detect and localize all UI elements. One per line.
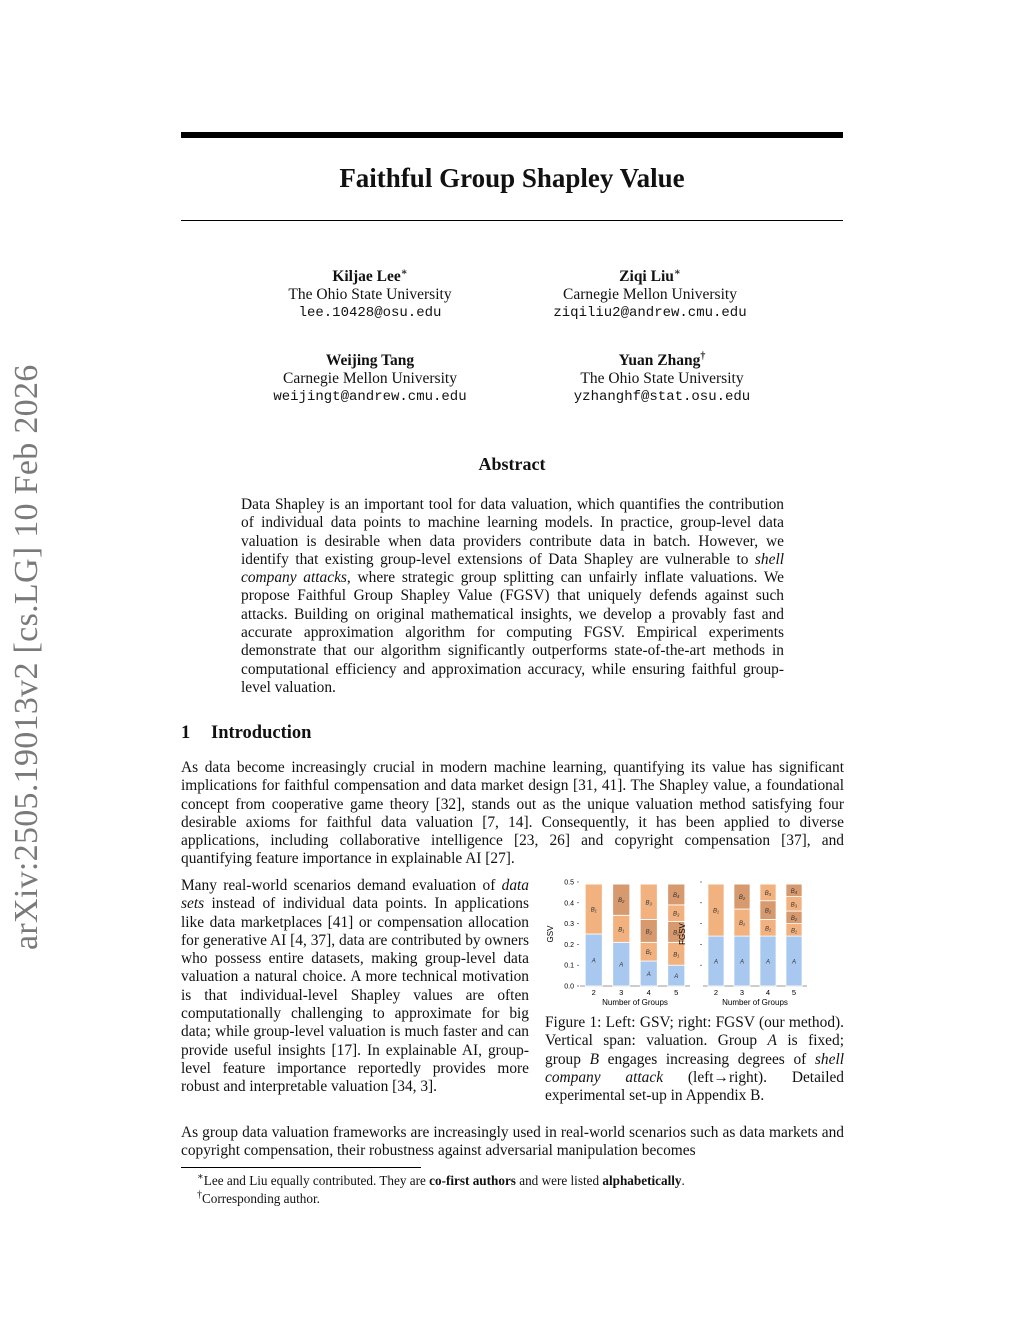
segment-label: B₂ <box>738 895 746 902</box>
segment-label: A <box>765 959 771 966</box>
segment-label: B₂ <box>673 930 680 937</box>
x-tick-label: 2 <box>591 988 596 997</box>
segment-label: B₂ <box>790 915 798 922</box>
segment-label: B₁ <box>590 907 597 914</box>
author-name: Weijing Tang <box>325 352 415 369</box>
segment-label: B₃ <box>645 900 652 907</box>
section-heading: 1 Introduction <box>181 723 312 743</box>
y-tick-label: 0.4 <box>564 900 574 908</box>
author-name: Yuan Zhang† <box>618 350 706 369</box>
intro-paragraph: As data become increasingly crucial in modern machine learning, quantifying its value has significant implications for faithful compensation and data market design [31, 41]. The Shapley value, a foundational concept from cooperative game theory [32], stands out as the unique valuation method satisfying four desirable axioms for faithful data valuation [7, 14]. Consequently, it has been applied to diverse applications, including collaborative intelligence [23, 26] and copyright compensation [37], and quantifying feature importance in explainable AI [27]. <box>181 759 844 868</box>
author-email: weijingt@andrew.cmu.edu <box>273 389 467 405</box>
fgsv-chart <box>678 882 807 1007</box>
top-rule <box>181 132 843 138</box>
x-tick-label: 5 <box>791 988 797 997</box>
segment-label: B₁ <box>791 928 797 935</box>
author-affiliation: The Ohio State University <box>580 370 744 387</box>
segment-label: A <box>591 958 596 965</box>
x-tick-label: 4 <box>646 988 651 997</box>
footnote: ∗Lee and Liu equally contributed. They are co-first authors and were listed alphabetically. <box>197 1171 685 1188</box>
abstract-text: Data Shapley is an important tool for data valuation, which quantifies the contribution of individual data points to machine learning models. In practice, group-level data valuation is desirable when data providers contribute data in batch. However, we identify that existing group-level extensions of Data Shapley are vulnerable to shell company attacks, where strategic group splitting can unfairly inflate valuations. We propose Faithful Group Shapley Value (FGSV) that uniquely defends against such attacks. Building on original mathematical insights, we develop a provably fast and accurate approximation algorithm for computing FGSV. Empirical experiments demonstrate that our algorithm significantly outperforms state-of-the-art methods in computational efficiency and approximation accuracy, while ensuring faithful group-level valuation. <box>241 496 784 696</box>
abstract-heading: Abstract <box>478 454 546 474</box>
segment-label: B₂ <box>618 898 625 905</box>
segment-label: B₁ <box>645 950 652 957</box>
y-axis-label: FGSV <box>678 923 687 945</box>
figure-caption: Figure 1: Left: GSV; right: FGSV (our method). Vertical span: valuation. Group A is fixed; group B engages increasing degrees of shell company attack (left→right). Detailed experimental set-up in Appendix B. <box>545 1014 844 1105</box>
segment-label: B₃ <box>764 890 772 897</box>
footnote-rule <box>181 1167 421 1168</box>
author-email: lee.10428@osu.edu <box>298 305 442 321</box>
segment-label: B₂ <box>645 929 652 936</box>
segment-label: A <box>619 962 624 969</box>
intro-paragraph: As group data valuation frameworks are increasingly used in real-world scenarios such as data markets and copyright compensation, their robustness against adversarial manipulation becomes <box>181 1124 844 1160</box>
author-block <box>220 352 520 406</box>
x-axis-label: Number of Groups <box>602 998 668 1007</box>
segment-label: B₄ <box>790 888 798 895</box>
author-email: ziqiliu2@andrew.cmu.edu <box>553 305 747 321</box>
x-tick-label: 3 <box>739 988 745 997</box>
author-email: yzhanghf@stat.osu.edu <box>573 389 751 405</box>
x-tick-label: 5 <box>674 988 679 997</box>
author-affiliation: Carnegie Mellon University <box>283 370 457 387</box>
arxiv-stamp: arXiv:2505.19013v2 [cs.LG] 10 Feb 2026 <box>8 364 45 950</box>
segment-label: A <box>713 959 719 966</box>
segment-label: B₁ <box>713 908 719 915</box>
footnote: †Corresponding author. <box>197 1189 320 1206</box>
segment-label: A <box>791 959 797 966</box>
stacked-bar-charts <box>545 872 845 1012</box>
segment-label: B₁ <box>739 921 745 928</box>
segment-label: B₁ <box>618 927 625 934</box>
author-block <box>500 268 800 322</box>
y-tick-label: 0.1 <box>564 962 574 970</box>
author-name: Ziqi Liu∗ <box>619 266 681 285</box>
y-axis-label: GSV <box>546 925 555 943</box>
x-axis-label: Number of Groups <box>722 998 788 1007</box>
segment-label: B₁ <box>673 952 680 959</box>
gsv-chart <box>546 880 690 1008</box>
segment-label: B₁ <box>765 926 771 933</box>
segment-label: B₃ <box>790 902 798 909</box>
segment-label: A <box>674 974 679 981</box>
segment-label: B₂ <box>764 908 772 915</box>
segment-label: B₃ <box>673 911 680 918</box>
x-tick-label: 4 <box>765 988 771 997</box>
y-tick-label: 0.0 <box>564 983 574 991</box>
author-block <box>220 268 520 322</box>
x-tick-label: 2 <box>713 988 719 997</box>
segment-label: A <box>739 959 745 966</box>
x-tick-label: 3 <box>619 988 624 997</box>
y-tick-label: 0.2 <box>564 941 574 949</box>
y-tick-label: 0.5 <box>564 879 574 887</box>
author-affiliation: The Ohio State University <box>288 286 452 303</box>
title-rule <box>181 220 843 221</box>
author-affiliation: Carnegie Mellon University <box>563 286 737 303</box>
segment-label: B₄ <box>673 892 680 899</box>
y-tick-label: 0.3 <box>564 921 574 929</box>
author-block <box>512 352 812 406</box>
author-name: Kiljae Lee∗ <box>332 266 408 285</box>
figure-1 <box>545 872 845 1017</box>
intro-paragraph: Many real-world scenarios demand evaluation of data sets instead of individual data points. In applications like data marketplaces [41] or compensation allocation for generative AI [4, 37], data are contributed by owners who possess entire datasets, making group-level data valuation a natural choice. A more technical motivation is that individual-level Shapley values are often computationally challenging to approximate for big data; while group-level valuation is much faster and can provide useful insights [17]. In explainable AI, group-level feature importance reportedly provides more robust and interpretable valuation [34, 3]. <box>181 877 529 1096</box>
paper-title: Faithful Group Shapley Value <box>339 163 685 193</box>
segment-label: A <box>646 972 651 979</box>
